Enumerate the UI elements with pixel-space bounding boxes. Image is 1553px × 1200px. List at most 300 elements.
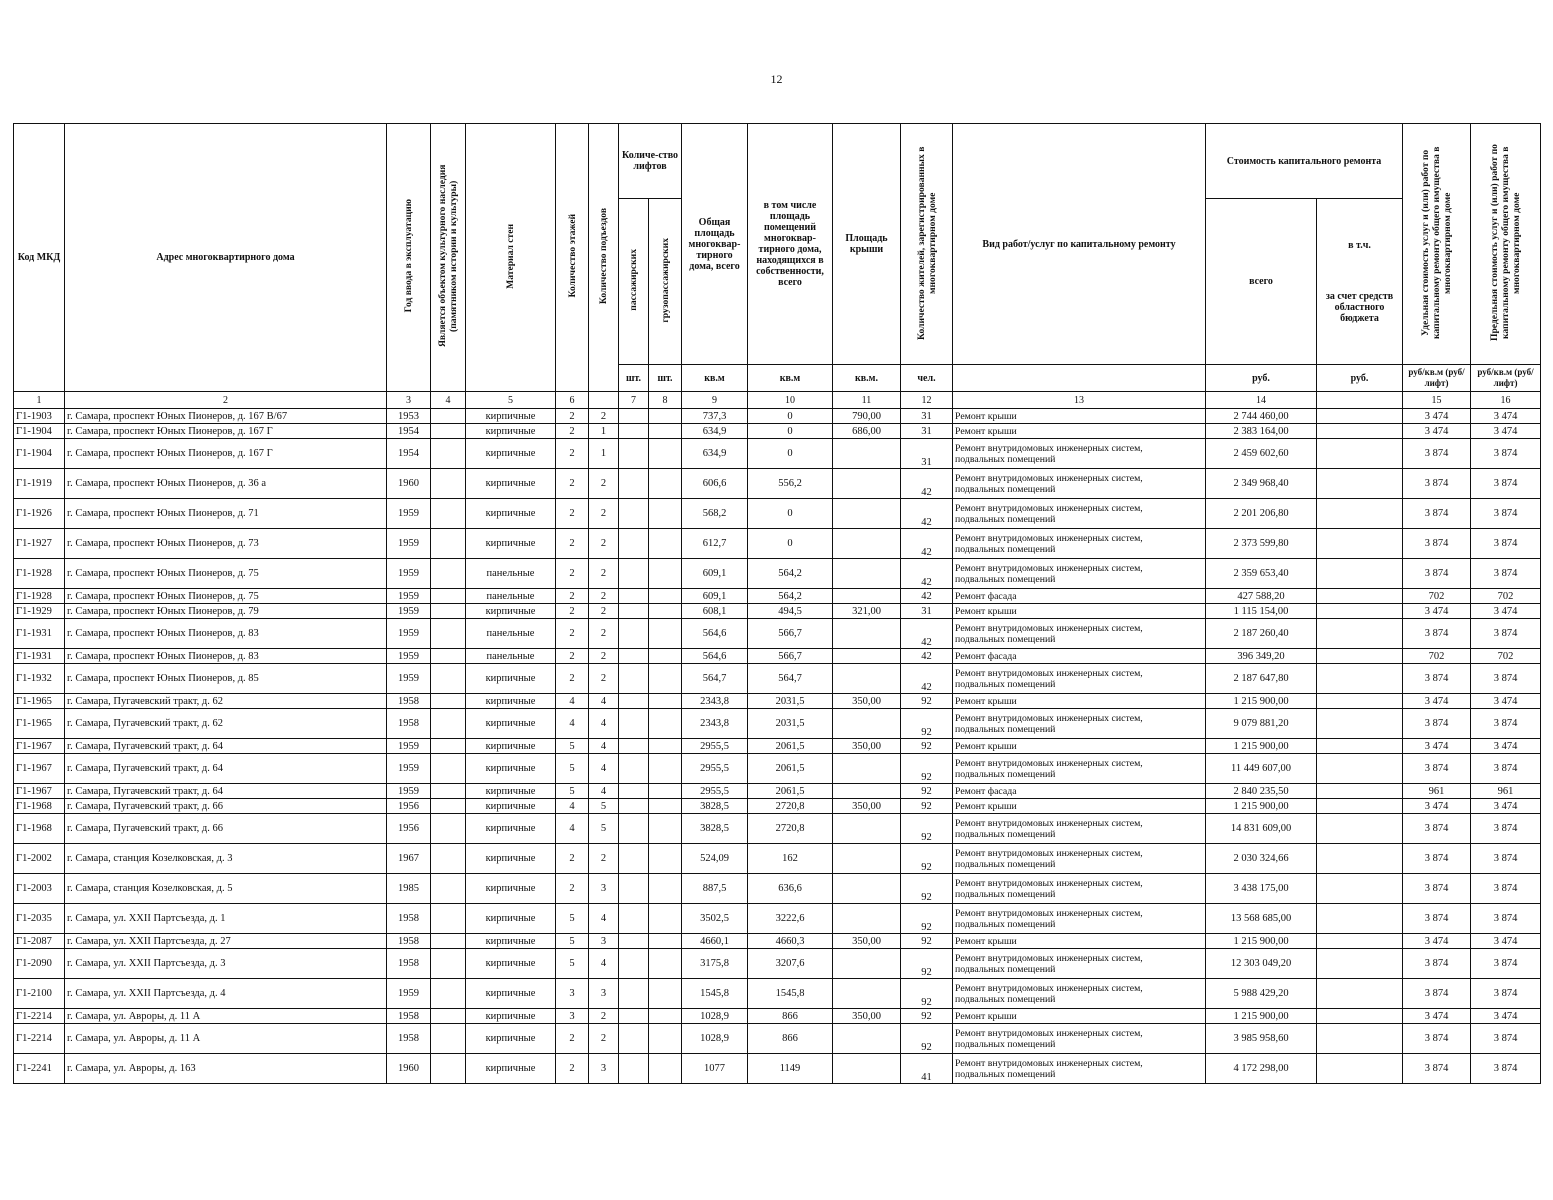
work-line: подвальных помещений <box>955 768 1056 780</box>
cell-regional-budget <box>1317 619 1403 649</box>
cell-cost-total: 2 187 260,40 <box>1206 619 1317 649</box>
cell-max-cost: 3 874 <box>1471 619 1541 649</box>
cell-material: кирпичные <box>466 1009 556 1024</box>
unit-max-cost: руб/кв.м (руб/лифт) <box>1471 365 1541 392</box>
cell-lifts-cargo <box>649 589 682 604</box>
cell-lifts-cargo <box>649 469 682 499</box>
cell-max-cost: 3 874 <box>1471 1054 1541 1084</box>
table-row <box>14 439 1541 469</box>
table-row <box>14 844 1541 874</box>
cell-max-cost: 3 474 <box>1471 409 1541 424</box>
table-row <box>14 709 1541 739</box>
cell-regional-budget <box>1317 784 1403 799</box>
cell-work-type <box>953 799 1206 814</box>
cell-material: кирпичные <box>466 424 556 439</box>
cell-roof-area <box>833 979 901 1009</box>
cell-floors: 2 <box>556 469 589 499</box>
cell-lifts-passenger <box>619 979 649 1009</box>
header-including: в т.ч. <box>1348 239 1371 251</box>
cell-entrances: 5 <box>589 799 619 814</box>
cell-owned-area: 1545,8 <box>748 979 833 1009</box>
cell-max-cost: 3 474 <box>1471 799 1541 814</box>
cell-owned-area: 0 <box>748 409 833 424</box>
cell-unit-cost: 3 874 <box>1403 469 1471 499</box>
work-line: подвальных помещений <box>955 513 1056 525</box>
cell-residents: 42 <box>901 619 953 649</box>
column-number: 16 <box>1471 392 1541 409</box>
column-number: 14 <box>1206 392 1317 409</box>
table-row <box>14 424 1541 439</box>
cell-heritage <box>431 559 466 589</box>
cell-owned-area: 0 <box>748 439 833 469</box>
cell-material: кирпичные <box>466 874 556 904</box>
cell-floors: 2 <box>556 619 589 649</box>
cell-lifts-cargo <box>649 604 682 619</box>
cell-address: г. Самара, проспект Юных Пионеров, д. 71 <box>65 499 387 529</box>
cell-max-cost: 3 474 <box>1471 604 1541 619</box>
cell-unit-cost: 3 874 <box>1403 439 1471 469</box>
cell-roof-area <box>833 649 901 664</box>
work-line: Ремонт крыши <box>955 695 1017 707</box>
cell-total-area: 2955,5 <box>682 784 748 799</box>
cell-total-area: 1028,9 <box>682 1024 748 1054</box>
cell-material: панельные <box>466 619 556 649</box>
work-line: Ремонт внутридомовых инженерных систем, <box>955 712 1143 724</box>
cell-year: 1960 <box>387 1054 431 1084</box>
column-number: 7 <box>619 392 649 409</box>
cell-lifts-passenger <box>619 1024 649 1054</box>
cell-year: 1959 <box>387 649 431 664</box>
cell-total-area: 3502,5 <box>682 904 748 934</box>
cell-heritage <box>431 1024 466 1054</box>
cell-cost-total: 2 030 324,66 <box>1206 844 1317 874</box>
cell-year: 1985 <box>387 874 431 904</box>
work-line: подвальных помещений <box>955 723 1056 735</box>
cell-total-area: 1028,9 <box>682 1009 748 1024</box>
cell-code: Г1-1932 <box>14 664 65 694</box>
header-cost-group: Стоимость капитального ремонта <box>1206 124 1403 199</box>
cell-entrances: 2 <box>589 529 619 559</box>
cell-regional-budget <box>1317 499 1403 529</box>
unit-total-area: кв.м <box>682 365 748 392</box>
page-number: 12 <box>770 72 783 86</box>
cell-owned-area: 2061,5 <box>748 754 833 784</box>
cell-lifts-passenger <box>619 1054 649 1084</box>
cell-owned-area: 866 <box>748 1009 833 1024</box>
cell-lifts-passenger <box>619 619 649 649</box>
cell-roof-area <box>833 814 901 844</box>
cell-cost-total: 1 215 900,00 <box>1206 934 1317 949</box>
cell-roof-area <box>833 1054 901 1084</box>
unit-regional-budget: руб. <box>1317 365 1403 392</box>
cell-cost-total: 396 349,20 <box>1206 649 1317 664</box>
header-unit-cost: Удельная стоимость услуг и (или) работ по капитальному ремонту общего имущества в многоквартирном доме <box>1403 124 1471 365</box>
table-row <box>14 589 1541 604</box>
table-row <box>14 604 1541 619</box>
cell-regional-budget <box>1317 424 1403 439</box>
cell-cost-total: 4 172 298,00 <box>1206 1054 1317 1084</box>
work-line: подвальных помещений <box>955 1038 1056 1050</box>
cell-material: кирпичные <box>466 439 556 469</box>
cell-lifts-cargo <box>649 904 682 934</box>
cell-unit-cost: 3 874 <box>1403 1024 1471 1054</box>
cell-lifts-cargo <box>649 439 682 469</box>
cell-lifts-cargo <box>649 874 682 904</box>
cell-entrances: 4 <box>589 784 619 799</box>
cell-material: кирпичные <box>466 499 556 529</box>
cell-heritage <box>431 409 466 424</box>
cell-heritage <box>431 694 466 709</box>
cell-material: кирпичные <box>466 844 556 874</box>
header-address: Адрес многоквартирного дома <box>65 124 387 392</box>
cell-regional-budget <box>1317 979 1403 1009</box>
register-table <box>13 123 1541 1084</box>
cell-max-cost: 3 874 <box>1471 499 1541 529</box>
cell-cost-total: 13 568 685,00 <box>1206 904 1317 934</box>
cell-heritage <box>431 649 466 664</box>
cell-lifts-cargo <box>649 844 682 874</box>
cell-regional-budget <box>1317 649 1403 664</box>
cell-address: г. Самара, проспект Юных Пионеров, д. 75 <box>65 559 387 589</box>
cell-roof-area <box>833 949 901 979</box>
cell-roof-area <box>833 844 901 874</box>
cell-cost-total: 2 373 599,80 <box>1206 529 1317 559</box>
cell-floors: 4 <box>556 814 589 844</box>
cell-residents: 92 <box>901 739 953 754</box>
cell-unit-cost: 3 874 <box>1403 619 1471 649</box>
cell-work-type <box>953 874 1206 904</box>
cell-work-type <box>953 904 1206 934</box>
cell-year: 1953 <box>387 409 431 424</box>
cell-regional-budget <box>1317 709 1403 739</box>
cell-material: кирпичные <box>466 784 556 799</box>
cell-work-type <box>953 1054 1206 1084</box>
cell-residents: 92 <box>901 799 953 814</box>
table-row <box>14 934 1541 949</box>
unit-residents: чел. <box>901 365 953 392</box>
cell-total-area: 612,7 <box>682 529 748 559</box>
cell-code: Г1-1919 <box>14 469 65 499</box>
header-heritage: Является объектом культурного наследия (памятником истории и культуры) <box>431 124 466 392</box>
cell-lifts-cargo <box>649 934 682 949</box>
cell-owned-area: 0 <box>748 529 833 559</box>
work-line: Ремонт крыши <box>955 605 1017 617</box>
cell-code: Г1-1967 <box>14 784 65 799</box>
cell-residents: 31 <box>901 424 953 439</box>
cell-owned-area: 2031,5 <box>748 694 833 709</box>
cell-roof-area <box>833 784 901 799</box>
cell-year: 1959 <box>387 529 431 559</box>
column-number: 9 <box>682 392 748 409</box>
cell-owned-area: 566,7 <box>748 649 833 664</box>
cell-code: Г1-2090 <box>14 949 65 979</box>
cell-floors: 5 <box>556 904 589 934</box>
cell-material: кирпичные <box>466 904 556 934</box>
cell-total-area: 4660,1 <box>682 934 748 949</box>
unit-cost-total: руб. <box>1206 365 1317 392</box>
cell-lifts-cargo <box>649 1054 682 1084</box>
cell-entrances: 2 <box>589 664 619 694</box>
work-line: подвальных помещений <box>955 993 1056 1005</box>
cell-residents: 92 <box>901 844 953 874</box>
cell-unit-cost: 3 474 <box>1403 934 1471 949</box>
cell-code: Г1-1928 <box>14 559 65 589</box>
cell-address: г. Самара, проспект Юных Пионеров, д. 167 Г <box>65 424 387 439</box>
cell-regional-budget <box>1317 754 1403 784</box>
cell-unit-cost: 3 874 <box>1403 949 1471 979</box>
work-line: подвальных помещений <box>955 483 1056 495</box>
cell-regional-budget <box>1317 694 1403 709</box>
work-line: подвальных помещений <box>955 888 1056 900</box>
cell-lifts-passenger <box>619 1009 649 1024</box>
cell-owned-area: 636,6 <box>748 874 833 904</box>
cell-owned-area: 564,2 <box>748 589 833 604</box>
cell-unit-cost: 3 474 <box>1403 604 1471 619</box>
cell-lifts-passenger <box>619 649 649 664</box>
header-roof-area: Площадь крыши <box>833 124 901 365</box>
cell-roof-area <box>833 664 901 694</box>
table-row <box>14 1054 1541 1084</box>
cell-floors: 2 <box>556 844 589 874</box>
cell-residents: 42 <box>901 529 953 559</box>
cell-work-type <box>953 649 1206 664</box>
cell-lifts-cargo <box>649 949 682 979</box>
cell-heritage <box>431 949 466 979</box>
cell-work-type <box>953 709 1206 739</box>
cell-material: кирпичные <box>466 1054 556 1084</box>
cell-heritage <box>431 439 466 469</box>
cell-work-type <box>953 694 1206 709</box>
cell-roof-area: 790,00 <box>833 409 901 424</box>
cell-max-cost: 3 474 <box>1471 739 1541 754</box>
work-line: Ремонт внутридомовых инженерных систем, <box>955 817 1143 829</box>
cell-residents: 92 <box>901 934 953 949</box>
cell-cost-total: 11 449 607,00 <box>1206 754 1317 784</box>
cell-year: 1959 <box>387 589 431 604</box>
cell-residents: 92 <box>901 874 953 904</box>
cell-material: кирпичные <box>466 754 556 784</box>
cell-work-type <box>953 949 1206 979</box>
column-number: 4 <box>431 392 466 409</box>
cell-lifts-passenger <box>619 499 649 529</box>
cell-code: Г1-2100 <box>14 979 65 1009</box>
cell-lifts-passenger <box>619 409 649 424</box>
cell-roof-area <box>833 1024 901 1054</box>
work-line: Ремонт крыши <box>955 1010 1017 1022</box>
table-row <box>14 649 1541 664</box>
cell-address: г. Самара, Пугачевский тракт, д. 64 <box>65 754 387 784</box>
cell-work-type <box>953 499 1206 529</box>
cell-lifts-cargo <box>649 619 682 649</box>
cell-lifts-passenger <box>619 784 649 799</box>
cell-max-cost: 702 <box>1471 589 1541 604</box>
header-row-1 <box>14 124 1541 199</box>
cell-max-cost: 3 874 <box>1471 754 1541 784</box>
cell-entrances: 4 <box>589 754 619 784</box>
cell-lifts-passenger <box>619 694 649 709</box>
table-row <box>14 664 1541 694</box>
cell-code: Г1-2214 <box>14 1024 65 1054</box>
cell-work-type <box>953 979 1206 1009</box>
cell-regional-budget <box>1317 589 1403 604</box>
work-line: Ремонт фасада <box>955 785 1017 797</box>
column-number: 5 <box>466 392 556 409</box>
cell-material: кирпичные <box>466 799 556 814</box>
cell-roof-area <box>833 709 901 739</box>
cell-floors: 2 <box>556 649 589 664</box>
cell-year: 1956 <box>387 799 431 814</box>
cell-address: г. Самара, станция Козелковская, д. 5 <box>65 874 387 904</box>
table-row <box>14 979 1541 1009</box>
unit-owned-area: кв.м <box>748 365 833 392</box>
cell-owned-area: 4660,3 <box>748 934 833 949</box>
header-owned-area: в том числе площадь помещений многоквар-тирного дома, находящихся в собственности, всего <box>748 124 833 365</box>
cell-max-cost: 3 874 <box>1471 439 1541 469</box>
cell-floors: 2 <box>556 604 589 619</box>
cell-heritage <box>431 469 466 499</box>
cell-entrances: 2 <box>589 1024 619 1054</box>
cell-lifts-cargo <box>649 799 682 814</box>
cell-year: 1959 <box>387 559 431 589</box>
work-line: подвальных помещений <box>955 573 1056 585</box>
cell-material: панельные <box>466 649 556 664</box>
work-line: Ремонт внутридомовых инженерных систем, <box>955 847 1143 859</box>
cell-residents: 92 <box>901 949 953 979</box>
cell-entrances: 5 <box>589 814 619 844</box>
cell-residents: 92 <box>901 694 953 709</box>
cell-owned-area: 494,5 <box>748 604 833 619</box>
cell-entrances: 2 <box>589 559 619 589</box>
cell-owned-area: 1149 <box>748 1054 833 1084</box>
cell-unit-cost: 702 <box>1403 649 1471 664</box>
cell-floors: 3 <box>556 1009 589 1024</box>
cell-heritage <box>431 709 466 739</box>
cell-entrances: 2 <box>589 1009 619 1024</box>
cell-year: 1959 <box>387 784 431 799</box>
cell-total-area: 524,09 <box>682 844 748 874</box>
cell-material: кирпичные <box>466 529 556 559</box>
cell-total-area: 2955,5 <box>682 739 748 754</box>
cell-lifts-passenger <box>619 589 649 604</box>
cell-address: г. Самара, проспект Юных Пионеров, д. 83 <box>65 649 387 664</box>
cell-floors: 2 <box>556 409 589 424</box>
cell-residents: 31 <box>901 604 953 619</box>
cell-total-area: 568,2 <box>682 499 748 529</box>
cell-total-area: 634,9 <box>682 424 748 439</box>
cell-roof-area: 321,00 <box>833 604 901 619</box>
cell-unit-cost: 3 874 <box>1403 559 1471 589</box>
cell-work-type <box>953 1024 1206 1054</box>
cell-lifts-cargo <box>649 1009 682 1024</box>
cell-year: 1959 <box>387 754 431 784</box>
table-row <box>14 409 1541 424</box>
cell-work-type <box>953 814 1206 844</box>
cell-address: г. Самара, проспект Юных Пионеров, д. 85 <box>65 664 387 694</box>
column-number: 2 <box>65 392 387 409</box>
cell-entrances: 1 <box>589 439 619 469</box>
cell-heritage <box>431 529 466 559</box>
cell-floors: 5 <box>556 739 589 754</box>
table-row <box>14 529 1541 559</box>
column-number <box>1317 392 1403 409</box>
unit-work-type <box>953 365 1206 392</box>
cell-entrances: 3 <box>589 874 619 904</box>
cell-address: г. Самара, Пугачевский тракт, д. 66 <box>65 814 387 844</box>
cell-unit-cost: 3 874 <box>1403 1054 1471 1084</box>
cell-address: г. Самара, проспект Юных Пионеров, д. 73 <box>65 529 387 559</box>
cell-work-type <box>953 529 1206 559</box>
header-lifts-cargo: грузопассажирских <box>649 199 682 365</box>
cell-total-area: 3828,5 <box>682 799 748 814</box>
cell-material: кирпичные <box>466 949 556 979</box>
cell-entrances: 4 <box>589 904 619 934</box>
unit-roof-area: кв.м. <box>833 365 901 392</box>
cell-year: 1958 <box>387 1024 431 1054</box>
work-line: Ремонт крыши <box>955 935 1017 947</box>
cell-regional-budget <box>1317 1054 1403 1084</box>
cell-max-cost: 3 874 <box>1471 559 1541 589</box>
cell-unit-cost: 3 474 <box>1403 739 1471 754</box>
header-floors: Количество этажей <box>556 124 589 392</box>
table-row <box>14 814 1541 844</box>
table-row <box>14 469 1541 499</box>
cell-floors: 2 <box>556 589 589 604</box>
column-number: 13 <box>953 392 1206 409</box>
cell-heritage <box>431 499 466 529</box>
cell-max-cost: 3 874 <box>1471 844 1541 874</box>
cell-unit-cost: 3 874 <box>1403 754 1471 784</box>
cell-unit-cost: 3 874 <box>1403 709 1471 739</box>
cell-total-area: 737,3 <box>682 409 748 424</box>
cell-roof-area: 350,00 <box>833 1009 901 1024</box>
work-line: подвальных помещений <box>955 678 1056 690</box>
work-line: Ремонт внутридомовых инженерных систем, <box>955 472 1143 484</box>
cell-lifts-cargo <box>649 709 682 739</box>
cell-address: г. Самара, проспект Юных Пионеров, д. 167 В/67 <box>65 409 387 424</box>
cell-lifts-passenger <box>619 814 649 844</box>
table-row <box>14 874 1541 904</box>
column-number-row <box>14 392 1541 409</box>
cell-entrances: 3 <box>589 934 619 949</box>
table-row <box>14 1024 1541 1054</box>
cell-lifts-passenger <box>619 424 649 439</box>
cell-entrances: 2 <box>589 499 619 529</box>
cell-work-type <box>953 1009 1206 1024</box>
cell-regional-budget <box>1317 604 1403 619</box>
cell-roof-area <box>833 754 901 784</box>
work-line: Ремонт внутридомовых инженерных систем, <box>955 877 1143 889</box>
cell-heritage <box>431 604 466 619</box>
cell-total-area: 564,7 <box>682 664 748 694</box>
cell-unit-cost: 3 474 <box>1403 409 1471 424</box>
cell-entrances: 2 <box>589 469 619 499</box>
cell-residents: 92 <box>901 1024 953 1054</box>
cell-owned-area: 2720,8 <box>748 814 833 844</box>
cell-code: Г1-1967 <box>14 739 65 754</box>
cell-floors: 2 <box>556 559 589 589</box>
cell-total-area: 3175,8 <box>682 949 748 979</box>
cell-total-area: 2343,8 <box>682 709 748 739</box>
cell-material: кирпичные <box>466 604 556 619</box>
cell-address: г. Самара, Пугачевский тракт, д. 62 <box>65 709 387 739</box>
work-line: Ремонт внутридомовых инженерных систем, <box>955 1057 1143 1069</box>
cell-roof-area <box>833 589 901 604</box>
cell-unit-cost: 3 874 <box>1403 844 1471 874</box>
cell-entrances: 4 <box>589 709 619 739</box>
cell-unit-cost: 3 874 <box>1403 814 1471 844</box>
cell-year: 1959 <box>387 664 431 694</box>
cell-entrances: 4 <box>589 694 619 709</box>
